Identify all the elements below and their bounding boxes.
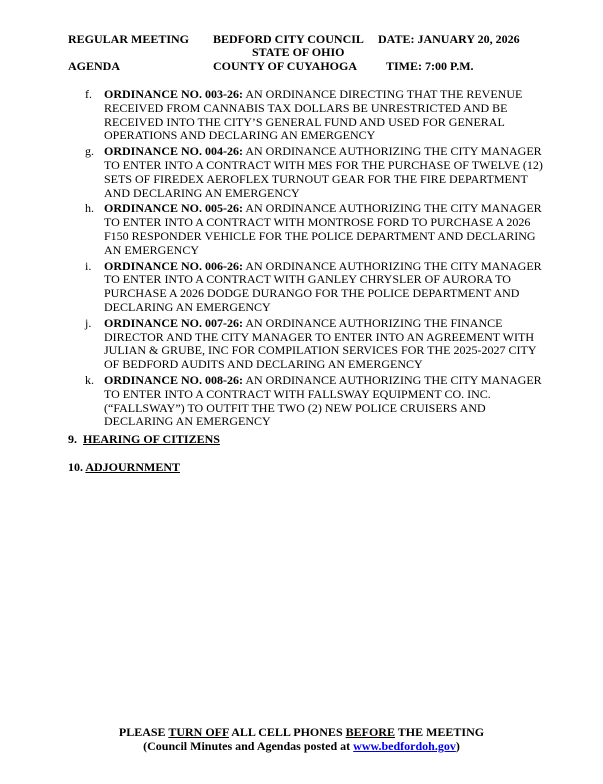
website-link[interactable]: www.bedfordoh.gov	[353, 739, 456, 753]
footer-cell-phone-notice	[0, 725, 603, 739]
ordinance-number: ORDINANCE NO. 003-26:	[104, 87, 243, 101]
section-adjournment	[68, 460, 180, 474]
ordinance-text: AN ORDINANCE AUTHORIZING THE CITY MANAGER TO ENTER INTO A CONTRACT WITH MONTROSE FORD TO PURCHASE A 2026 F150 RESPONDER VEHICLE FOR THE POLICE DEPARTMENT AND DECLARING AN EMERGENCY	[104, 201, 542, 257]
ordinance-number: ORDINANCE NO. 007-26:	[104, 315, 243, 330]
ordinance-list	[85, 87, 544, 431]
footer-text: THE MEETING	[394, 725, 485, 739]
ordinance-item-f	[85, 87, 544, 143]
footer-text: PLEASE	[118, 725, 169, 739]
meeting-date: DATE: JANUARY 20, 2026	[378, 32, 520, 46]
ordinance-letter: f.	[85, 87, 92, 101]
ordinance-text: AN ORDINANCE AUTHORIZING THE CITY MANAGER TO ENTER INTO A CONTRACT WITH FALLSWAY EQUIPMENT CO. INC. (“FALLSWAY”) TO OUTFIT THE TWO (2) NEW POLICE CRUISERS AND DECLARING AN EMERGENCY	[104, 372, 542, 429]
council-name: BEDFORD CITY COUNCIL	[213, 32, 364, 46]
footer-text: ALL CELL PHONES	[228, 725, 346, 739]
footer-turn-off: TURN OFF	[168, 725, 229, 739]
ordinance-letter: h.	[85, 201, 94, 216]
section-hearing-of-citizens	[68, 432, 220, 446]
ordinance-text: AN ORDINANCE AUTHORIZING THE FINANCE DIRECTOR AND THE CITY MANAGER TO ENTER INTO AN AGREEMENT WITH JULIAN & GRUBE, INC FOR COMPILATION SERVICES FOR THE 2025-2027 CITY OF BEDFORD AUDITS AND DECLARING AN EMERGENCY	[104, 315, 537, 372]
ordinance-item-h	[85, 201, 544, 257]
footer-text: )	[455, 739, 460, 753]
ordinance-text: AN ORDINANCE DIRECTING THAT THE REVENUE RECEIVED FROM CANNABIS TAX DOLLARS BE UNRESTRICTED AND BE RECEIVED INTO THE CITY’S GENERAL FUND AND USED FOR GENERAL OPERATIONS AND DECLARING AN EMERGENCY	[104, 87, 523, 143]
ordinance-letter: k.	[85, 372, 94, 387]
footer-posted-notice	[0, 739, 603, 753]
doc-type: AGENDA	[68, 59, 121, 73]
ordinance-letter: g.	[85, 144, 94, 159]
section-number: 9.	[68, 432, 77, 446]
section-title: ADJOURNMENT	[85, 460, 181, 474]
ordinance-item-j	[85, 315, 544, 372]
meeting-type: REGULAR MEETING	[68, 32, 190, 46]
ordinance-text: AN ORDINANCE AUTHORIZING THE CITY MANAGER TO ENTER INTO A CONTRACT WITH MES FOR THE PURCHASE OF TWELVE (12) SETS OF FIREDEX AEROFLEX TURNOUT GEAR FOR THE FIRE DEPARTMENT AND DECLARING AN EMERGENCY	[104, 144, 543, 200]
ordinance-number: ORDINANCE NO. 005-26:	[104, 201, 243, 216]
ordinance-item-g	[85, 144, 544, 200]
ordinance-item-i	[85, 258, 544, 315]
footer-text: (Council Minutes and Agendas posted at	[143, 739, 354, 753]
meeting-time: TIME: 7:00 P.M.	[386, 59, 474, 73]
section-number: 10.	[68, 460, 83, 474]
ordinance-text: AN ORDINANCE AUTHORIZING THE CITY MANAGER TO ENTER INTO A CONTRACT WITH GANLEY CHRYSLER OF AURORA TO PURCHASE A 2026 DODGE DURANGO FOR THE POLICE DEPARTMENT AND DECLARING AN EMERGENCY	[104, 258, 542, 314]
ordinance-letter: i.	[85, 258, 92, 273]
ordinance-letter: j.	[85, 315, 92, 330]
section-title: HEARING OF CITIZENS	[83, 432, 220, 446]
county-name: COUNTY OF CUYAHOGA	[213, 59, 358, 73]
state-name: STATE OF OHIO	[252, 45, 345, 59]
ordinance-number: ORDINANCE NO. 006-26:	[104, 258, 243, 273]
ordinance-item-k	[85, 372, 544, 429]
ordinance-number: ORDINANCE NO. 008-26:	[104, 372, 243, 387]
ordinance-number: ORDINANCE NO. 004-26:	[104, 144, 243, 159]
footer-before: BEFORE	[345, 725, 395, 739]
